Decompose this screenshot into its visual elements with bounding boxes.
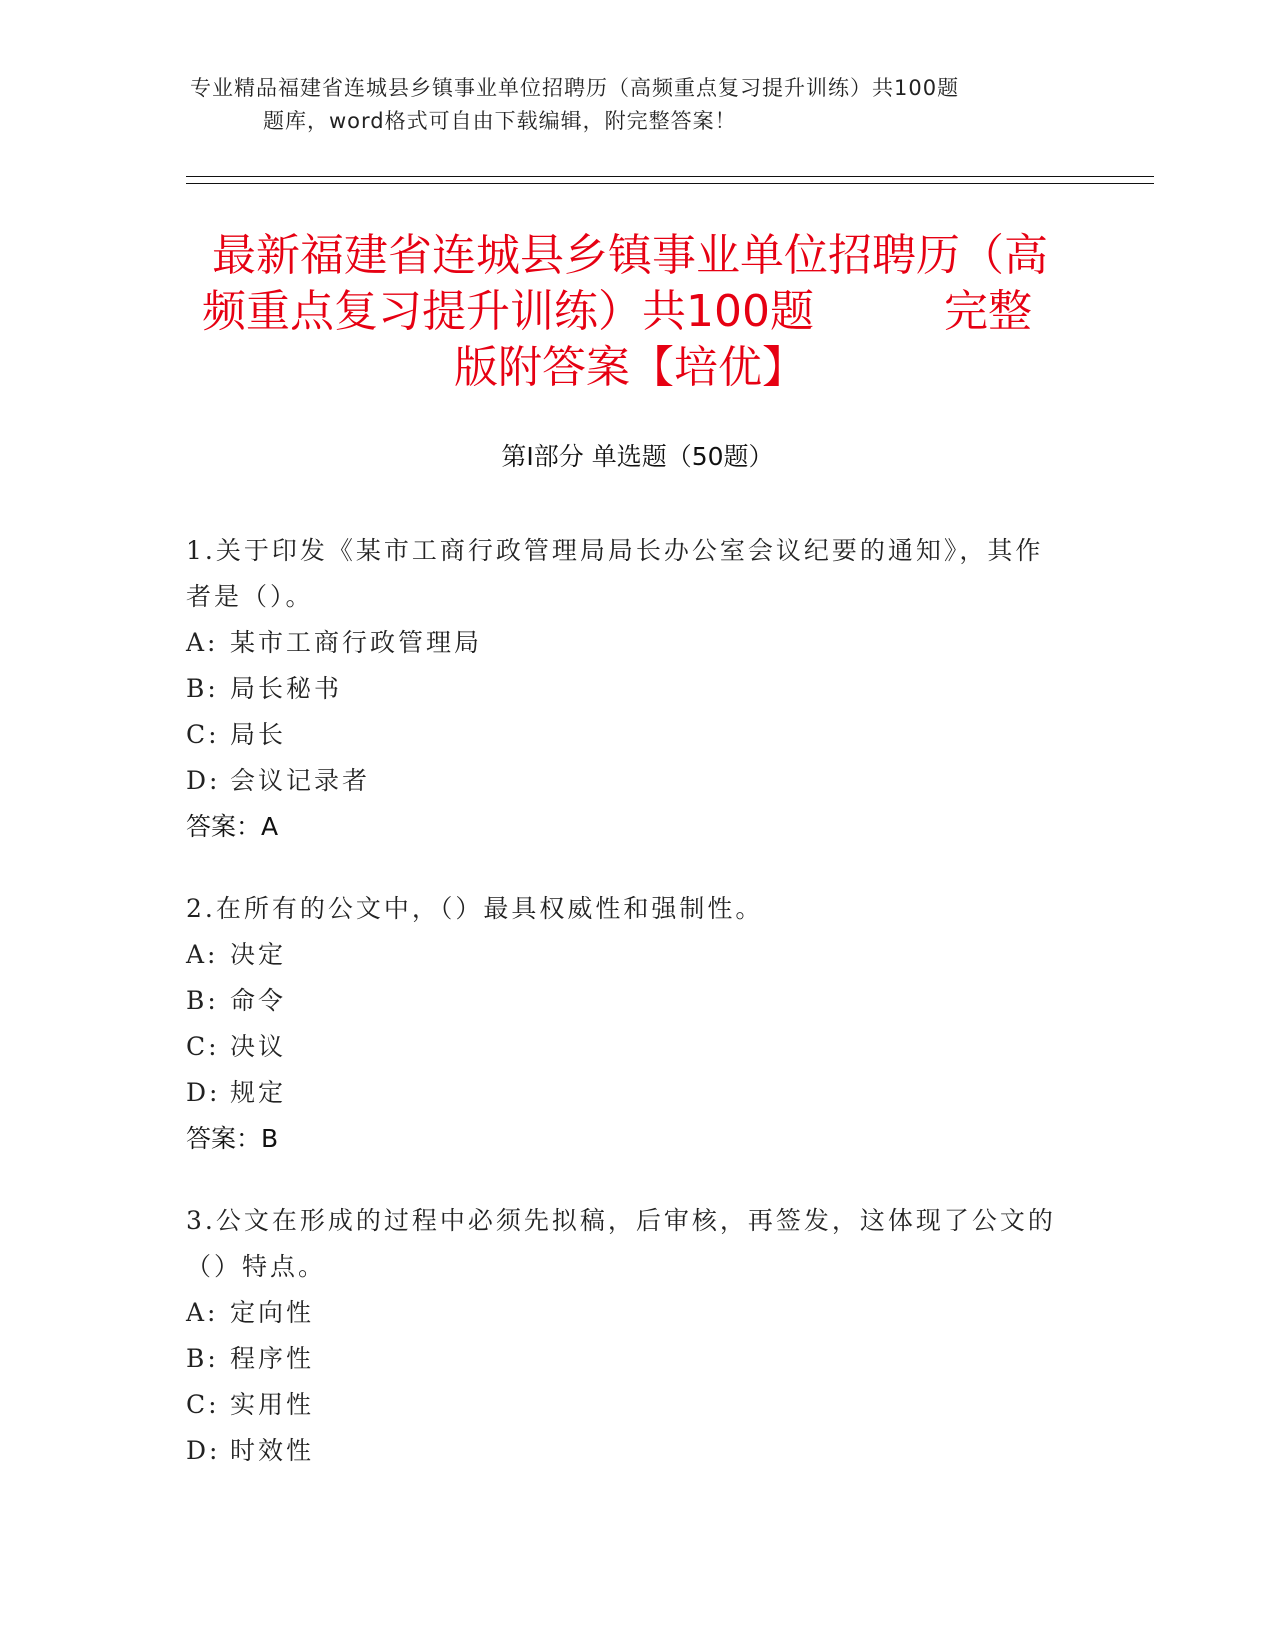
question-option [186,1290,1066,1336]
question-item [186,1198,1066,1474]
option-letter: D: [186,766,221,795]
option-letter: D: [186,1078,221,1107]
question-option [186,932,1066,978]
question-option [186,620,1066,666]
header-divider-bottom [186,183,1154,184]
question-item [186,886,1066,1162]
option-letter: D: [186,1436,221,1465]
option-text: 某市工商行政管理局 [230,628,483,657]
title-line1: 最新福建省连城县乡镇事业单位招聘历（高 [212,230,1048,281]
option-text: 决议 [230,1032,287,1061]
header-note [190,72,1090,138]
question-option [186,1382,1066,1428]
question-option [186,712,1066,758]
option-letter: A: [186,628,219,657]
title-line2-part1: 频重点复习提升训练）共100题 [202,286,814,337]
question-item [186,528,1066,850]
title-line2-part2: 完整 [943,286,1032,337]
header-note-line1: 专业精品福建省连城县乡镇事业单位招聘历（高频重点复习提升训练）共100题 [190,76,960,100]
option-text: 命令 [230,986,287,1015]
option-letter: C: [186,1390,220,1419]
header-divider-top [186,176,1154,177]
section-title: 第Ⅰ部分 单选题（50题） [501,442,774,471]
option-letter: B: [186,1344,219,1373]
question-option [186,978,1066,1024]
question-option [186,666,1066,712]
option-letter: B: [186,986,219,1015]
question-option [186,1024,1066,1070]
question-option [186,1336,1066,1382]
question-option [186,758,1066,804]
option-text: 决定 [230,940,287,969]
title-line2 [190,284,1070,340]
question-option [186,1428,1066,1474]
option-text: 时效性 [230,1436,315,1465]
option-text: 实用性 [230,1390,315,1419]
option-text: 定向性 [230,1298,315,1327]
option-text: 会议记录者 [230,766,371,795]
answer-label: 答案：A [186,812,279,841]
document-title [190,228,1070,396]
question-stem: 2.在所有的公文中，（）最具权威性和强制性。 [186,894,764,923]
option-text: 局长秘书 [230,674,343,703]
answer-label: 答案：B [186,1124,279,1153]
option-letter: C: [186,1032,220,1061]
option-letter: C: [186,720,220,749]
option-letter: A: [186,1298,219,1327]
option-text: 局长 [230,720,287,749]
title-line3: 版附答案【培优】 [454,342,806,393]
question-list [186,528,1066,1510]
option-letter: B: [186,674,219,703]
question-option [186,1070,1066,1116]
question-stem: 3.公文在形成的过程中必须先拟稿，后审核，再签发，这体现了公文的（）特点。 [186,1206,1056,1281]
question-stem: 1.关于印发《某市工商行政管理局局长办公室会议纪要的通知》，其作者是（）。 [186,536,1044,611]
header-note-line2: 题库，word格式可自由下载编辑，附完整答案！ [263,109,737,133]
option-text: 规定 [230,1078,287,1107]
option-text: 程序性 [230,1344,315,1373]
option-letter: A: [186,940,219,969]
